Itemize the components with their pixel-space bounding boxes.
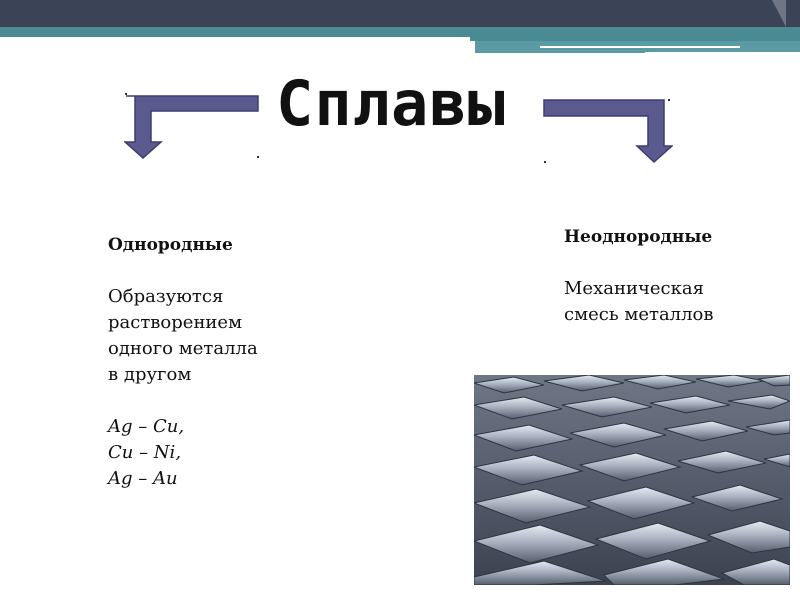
header-band xyxy=(0,0,800,27)
header-divider xyxy=(0,37,470,42)
header-line xyxy=(645,52,800,54)
right-arrow-icon xyxy=(543,98,673,164)
example-line: Ag – Cu, xyxy=(108,416,185,437)
left-description: Образуются растворением одного металла в другом xyxy=(108,286,258,385)
right-column xyxy=(564,224,749,328)
right-description: Механическая смесь металлов xyxy=(564,278,714,325)
slide-title: Сплавы xyxy=(276,67,506,140)
dot xyxy=(544,161,546,163)
header-corner xyxy=(772,0,786,27)
left-column xyxy=(108,232,273,492)
dot xyxy=(257,156,259,158)
dot xyxy=(125,93,127,95)
metal-ingots-image xyxy=(474,375,790,585)
left-arrow-icon xyxy=(124,94,259,160)
left-heading: Однородные xyxy=(108,235,233,255)
example-line: Ag – Au xyxy=(108,468,178,489)
right-heading: Неоднородные xyxy=(564,227,713,247)
dot xyxy=(668,99,670,101)
example-line: Cu – Ni, xyxy=(108,442,182,463)
header-line xyxy=(540,46,740,48)
